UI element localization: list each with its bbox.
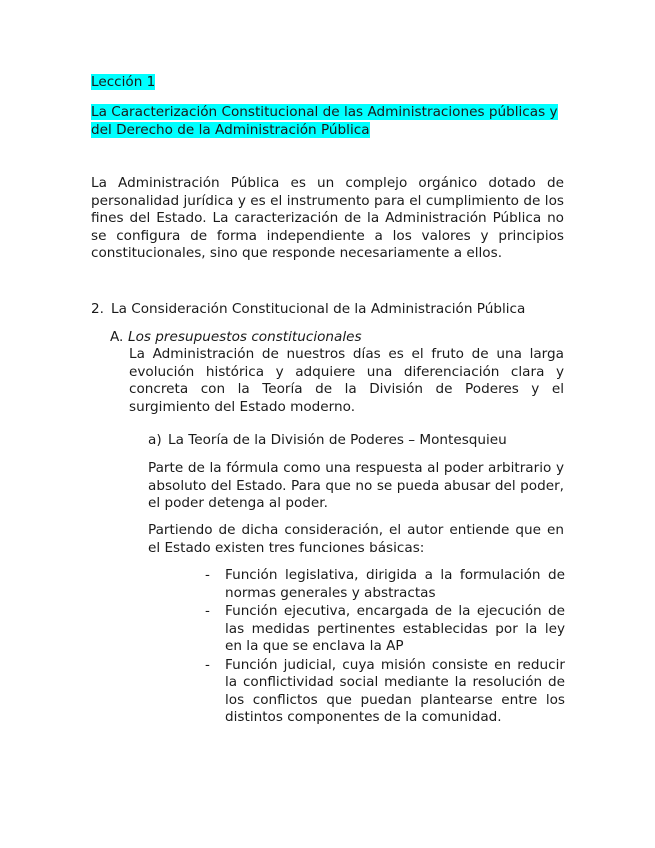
lesson-label-text: Lección 1 (91, 74, 156, 90)
dash-bullet: - (205, 656, 210, 673)
dash-bullet: - (205, 603, 210, 619)
point-a-paragraph-2: Partiendo de dicha consideración, el autor entiende que en el Estado existen tres funciones básicas: (148, 522, 564, 556)
subsection-a-paragraph: La Administración de nuestros días es el fruto de una larga evolución histórica y adquiere una diferenciación clara y concreta con la Teoría de la División de Poderes y el surgimiento del Estado moderno. (129, 346, 564, 415)
point-a-heading (148, 432, 568, 450)
section-2-heading (91, 301, 571, 319)
subsection-a-marker: A. (110, 329, 124, 345)
list-item (205, 603, 565, 656)
functions-list (205, 567, 565, 728)
subsection-a-heading (110, 329, 570, 347)
list-item (205, 657, 565, 727)
document-title-text: La Caracterización Constitucional de las Administraciones públicas y del Derecho de la Administración Pública (91, 104, 558, 138)
point-a-paragraph-1: Parte de la fórmula como una respuesta al poder arbitrario y absoluto del Estado. Para que no se pueda abusar del poder, el poder detenga al poder. (148, 460, 564, 511)
section-2-title: La Consideración Constitucional de la Administración Pública (111, 301, 526, 317)
list-item (205, 567, 565, 602)
list-item-text: Función legislativa, dirigida a la formulación de normas generales y abstractas (225, 567, 565, 601)
point-a-title: La Teoría de la División de Poderes – Montesquieu (168, 432, 507, 448)
section-2-number: 2. (91, 301, 104, 317)
subsection-a-title: Los presupuestos constitucionales (128, 329, 362, 345)
point-a-marker: a) (148, 432, 162, 448)
list-item-text: Función judicial, cuya misión consiste en reducir la conflictividad social mediante la resolución de los conflictos que puedan plantearse entre los distintos componentes de la comunidad. (225, 656, 565, 725)
intro-paragraph: La Administración Pública es un complejo orgánico dotado de personalidad jurídica y es el instrumento para el cumplimiento de los fines del Estado. La caracterización de la Administración Pública no se configura de forma independiente a los valores y principios constitucionales, sino que responde necesariamente a ellos. (91, 175, 564, 261)
document-title (91, 103, 566, 139)
list-item-text: Función ejecutiva, encargada de la ejecución de las medidas pertinentes establecidas por la ley en la que se enclava la AP (225, 603, 565, 654)
lesson-label (91, 74, 155, 92)
dash-bullet: - (205, 567, 210, 583)
